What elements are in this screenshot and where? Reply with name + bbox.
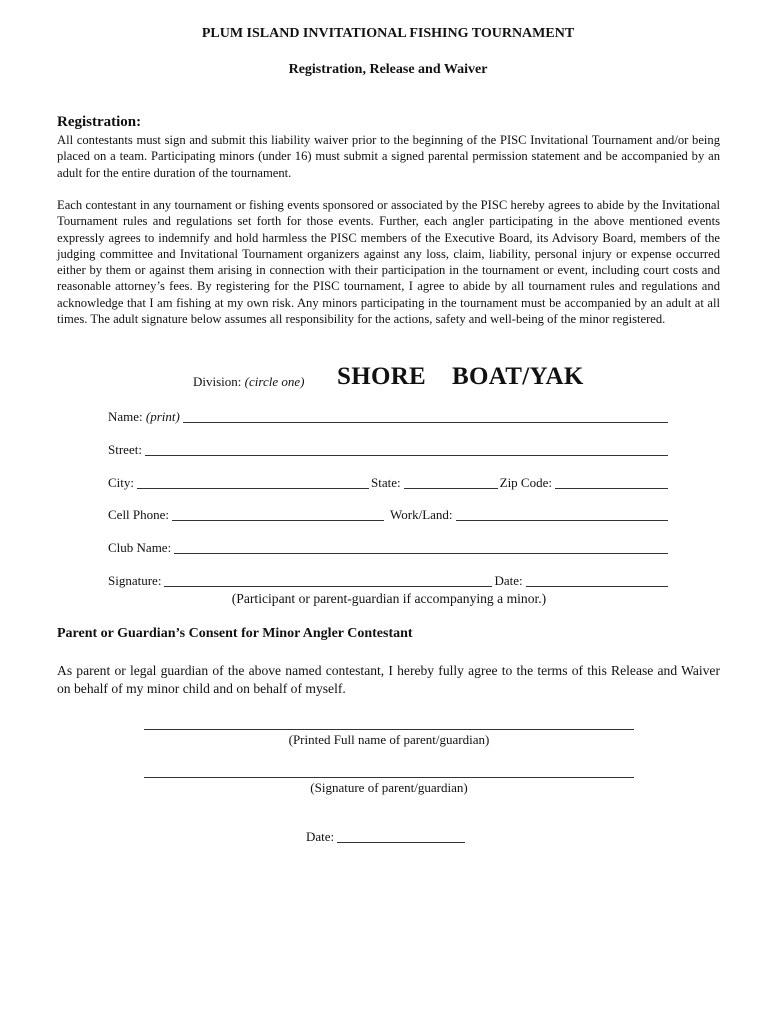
cell-phone-label: Cell Phone:: [108, 507, 170, 522]
city-label: City:: [108, 475, 135, 490]
street-field[interactable]: [145, 444, 668, 456]
printed-name-line[interactable]: [144, 728, 634, 730]
date-label: Date:: [494, 573, 523, 588]
registration-heading: Registration:: [57, 114, 142, 130]
city-field[interactable]: [137, 477, 369, 489]
consent-heading: Parent or Guardian’s Consent for Minor Angler Contestant: [57, 626, 413, 641]
document-title: PLUM ISLAND INVITATIONAL FISHING TOURNAMENT: [201, 26, 575, 41]
printed-name-caption: (Printed Full name of parent/guardian): [288, 732, 490, 747]
division-hint: (circle one): [244, 374, 305, 389]
street-row: [108, 442, 670, 458]
registration-paragraph-2: Each contestant in any tournament or fishing events sponsored or associated by the PISC hereby agrees to abide by the Invitational Tournament rules and regulations set forth for those events. Further, each angler participating in the above mentioned events expressly agrees to indemnify and hold harmless the PISC members of the Executive Board, its Advisory Board, members of the judging committee and Invitational Tournament organizers against any loss, claim, liability, personal injury or expense occurred either by them or against them arising in connection with their participation in the tournament or event, including court costs and reasonable attorney’s fees. By registering for the PISC tournament, I agree to abide by all tournament rules and regulations and acknowledge that I am fishing at my own risk. Any minors participating in the tournament must be accompanied by an adult at all times. The adult signature below assumes all responsibility for the actions, safety and well-being of the minor registered.: [57, 198, 720, 327]
guardian-date-field[interactable]: [337, 831, 465, 843]
name-row: [108, 409, 670, 425]
division-label: Division:: [193, 374, 242, 389]
club-name-label: Club Name:: [108, 540, 172, 555]
name-hint: (print): [145, 409, 180, 424]
division-option-boat-yak[interactable]: BOAT/YAK: [452, 363, 584, 390]
zip-label: Zip Code:: [499, 475, 552, 490]
zip-field[interactable]: [555, 477, 668, 489]
state-label: State:: [371, 475, 401, 490]
signature-label: Signature:: [108, 573, 162, 588]
work-phone-label: Work/Land:: [390, 507, 453, 522]
state-field[interactable]: [404, 477, 498, 489]
guardian-signature-caption: (Signature of parent/guardian): [310, 780, 468, 795]
name-label: Name:: [108, 409, 143, 424]
signature-note: (Participant or parent-guardian if accompanying a minor.): [231, 591, 547, 606]
division-option-shore[interactable]: SHORE: [337, 363, 427, 390]
street-label: Street:: [108, 442, 142, 457]
guardian-date-label: Date:: [306, 829, 335, 844]
date-field[interactable]: [526, 575, 668, 587]
guardian-signature-line[interactable]: [144, 776, 634, 778]
club-row: [108, 540, 670, 556]
document-subtitle: Registration, Release and Waiver: [288, 62, 488, 77]
city-state-zip-row: [108, 475, 670, 491]
registration-paragraph-1: All contestants must sign and submit this liability waiver prior to the beginning of the PISC Invitational Tournament and/or being placed on a team. Participating minors (under 16) must submit a signed parental permission statement and be accompanied by an adult for the entire duration of the tournament.: [57, 133, 720, 180]
club-name-field[interactable]: [174, 542, 668, 554]
name-field[interactable]: [183, 411, 668, 423]
consent-paragraph: As parent or legal guardian of the above named contestant, I hereby fully agree to the terms of this Release and Waiver on behalf of my minor child and on behalf of myself.: [57, 663, 720, 696]
phone-row: [108, 507, 670, 523]
cell-phone-field[interactable]: [172, 509, 384, 521]
division-label-group: [193, 374, 304, 390]
signature-field[interactable]: [164, 575, 492, 587]
guardian-date-row: [306, 829, 467, 845]
work-phone-field[interactable]: [456, 509, 668, 521]
signature-row: [108, 573, 670, 589]
